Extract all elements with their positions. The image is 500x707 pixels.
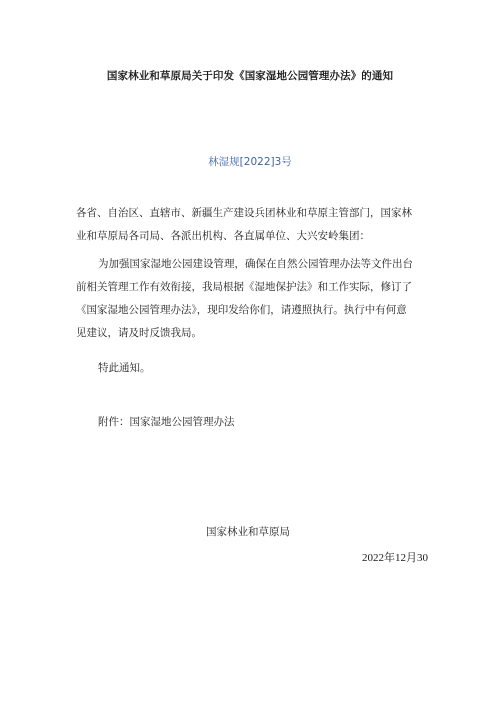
closing-remark: 特此通知。 xyxy=(98,362,151,374)
document-title: 国家林业和草原局关于印发《国家湿地公园管理办法》的通知 xyxy=(106,70,394,82)
recipient-block xyxy=(76,202,428,248)
body-line: 见建议，请及时反馈我局。 xyxy=(76,327,202,339)
recipient-line: 业和草原局各司局、各派出机构、各直属单位、大兴安岭集团： xyxy=(76,230,370,242)
issue-date: 2022年12月30 xyxy=(362,552,428,564)
body-line: 为加强国家湿地公园建设管理，确保在自然公园管理办法等文件出台 xyxy=(98,258,413,270)
body-line: 《国家湿地公园管理办法》，现印发给你们，请遵照执行。执行中有何意 xyxy=(76,304,407,316)
body-paragraph xyxy=(76,253,428,345)
document-number: 林湿规[2022]3号 xyxy=(208,156,292,168)
body-line: 前相关管理工作有效衔接，我局根据《湿地保护法》和工作实际，修订了 xyxy=(76,281,412,293)
attachment-line: 附件：国家湿地公园管理办法 xyxy=(98,416,235,428)
recipient-line: 各省、自治区、直辖市、新疆生产建设兵团林业和草原主管部门，国家林 xyxy=(76,207,412,219)
issuing-authority: 国家林业和草原局 xyxy=(206,526,290,538)
